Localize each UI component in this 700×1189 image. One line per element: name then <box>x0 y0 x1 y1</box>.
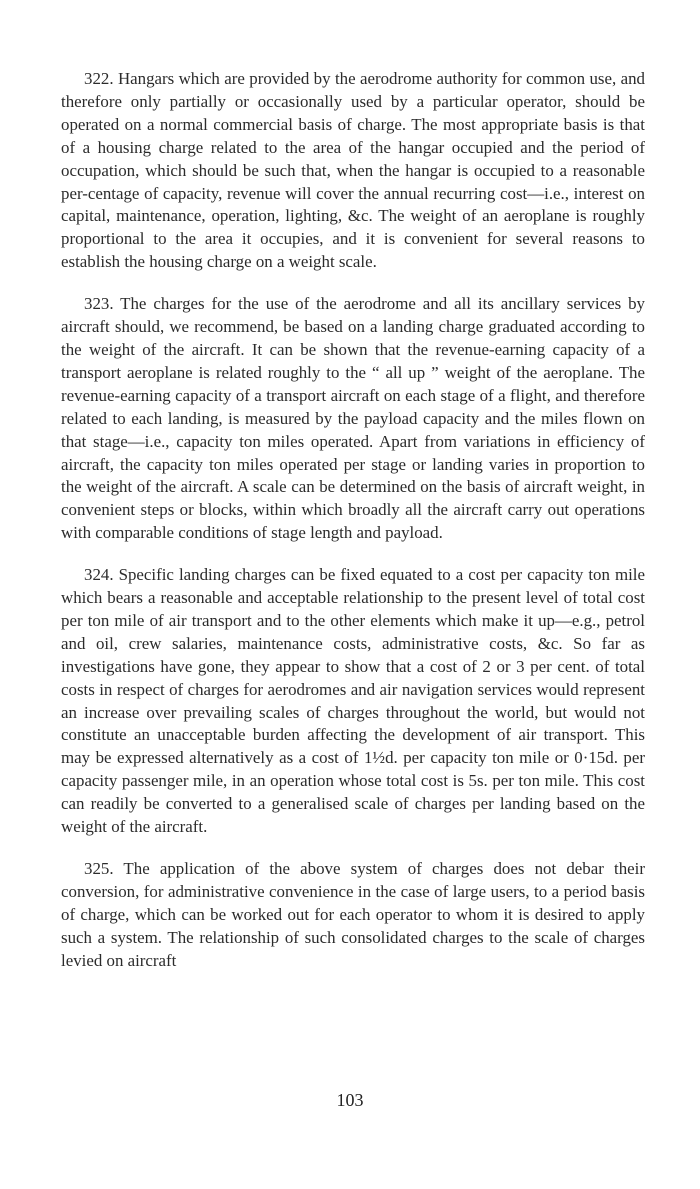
page-number: 103 <box>336 1090 364 1110</box>
paragraph-325: 325. The application of the above system of charges does not debar their conversion, for administrative convenience in the case of large users, to a period basis of charge, which can be worked out for each operator to whom it is desired to apply such a system. The relationship of such consolidated charges to the scale of charges levied on aircraft <box>61 859 645 970</box>
paragraph-322: 322. Hangars which are provided by the aerodrome authority for common use, and therefore only partially or occasionally used by a particular operator, should be operated on a normal commercial basis of charge. The most appropriate basis is that of a housing charge related to the area of the hangar occupied and the period of occupation, which should be such that, when the hangar is occupied to a reasonable per-centage of capacity, revenue will cover the annual recurring cost—i.e., interest on capital, maintenance, operation, lighting, &c. The weight of an aeroplane is roughly proportional to the area it occupies, and it is convenient for several reasons to establish the housing charge on a weight scale. <box>61 69 645 272</box>
body-text <box>61 68 645 992</box>
paragraph-323: 323. The charges for the use of the aerodrome and all its ancillary services by aircraft should, we recommend, be based on a landing charge graduated according to the weight of the aircraft. It can be shown that the revenue-earning capacity of a transport aeroplane is related roughly to the “ all up ” weight of the aeroplane. The revenue-earning capacity of a transport aircraft on each stage of a flight, and therefore related to each landing, is measured by the payload capacity and the miles flown on that stage—i.e., capacity ton miles operated. Apart from variations in efficiency of aircraft, the capacity ton miles operated per stage or landing varies in proportion to the weight of the aircraft. A scale can be determined on the basis of aircraft weight, in convenient steps or blocks, within which broadly all the aircraft carry out operations with comparable conditions of stage length and payload. <box>61 294 645 543</box>
paragraph-324: 324. Specific landing charges can be fixed equated to a cost per capacity ton mile which bears a reasonable and acceptable relationship to the present level of total cost per ton mile of air transport and to the other elements which make it up—e.g., petrol and oil, crew salaries, maintenance costs, administrative costs, &c. So far as investigations have gone, they appear to show that a cost of 2 or 3 per cent. of total costs in respect of charges for aerodromes and air navigation services would represent an increase over prevailing scales of charges throughout the world, but would not constitute an unacceptable burden affecting the development of air transport. This may be expressed alternatively as a cost of 1½d. per capacity ton mile or 0·15d. per capacity passenger mile, in an operation whose total cost is 5s. per ton mile. This cost can readily be converted to a generalised scale of charges per landing based on the weight of the aircraft. <box>61 565 645 837</box>
